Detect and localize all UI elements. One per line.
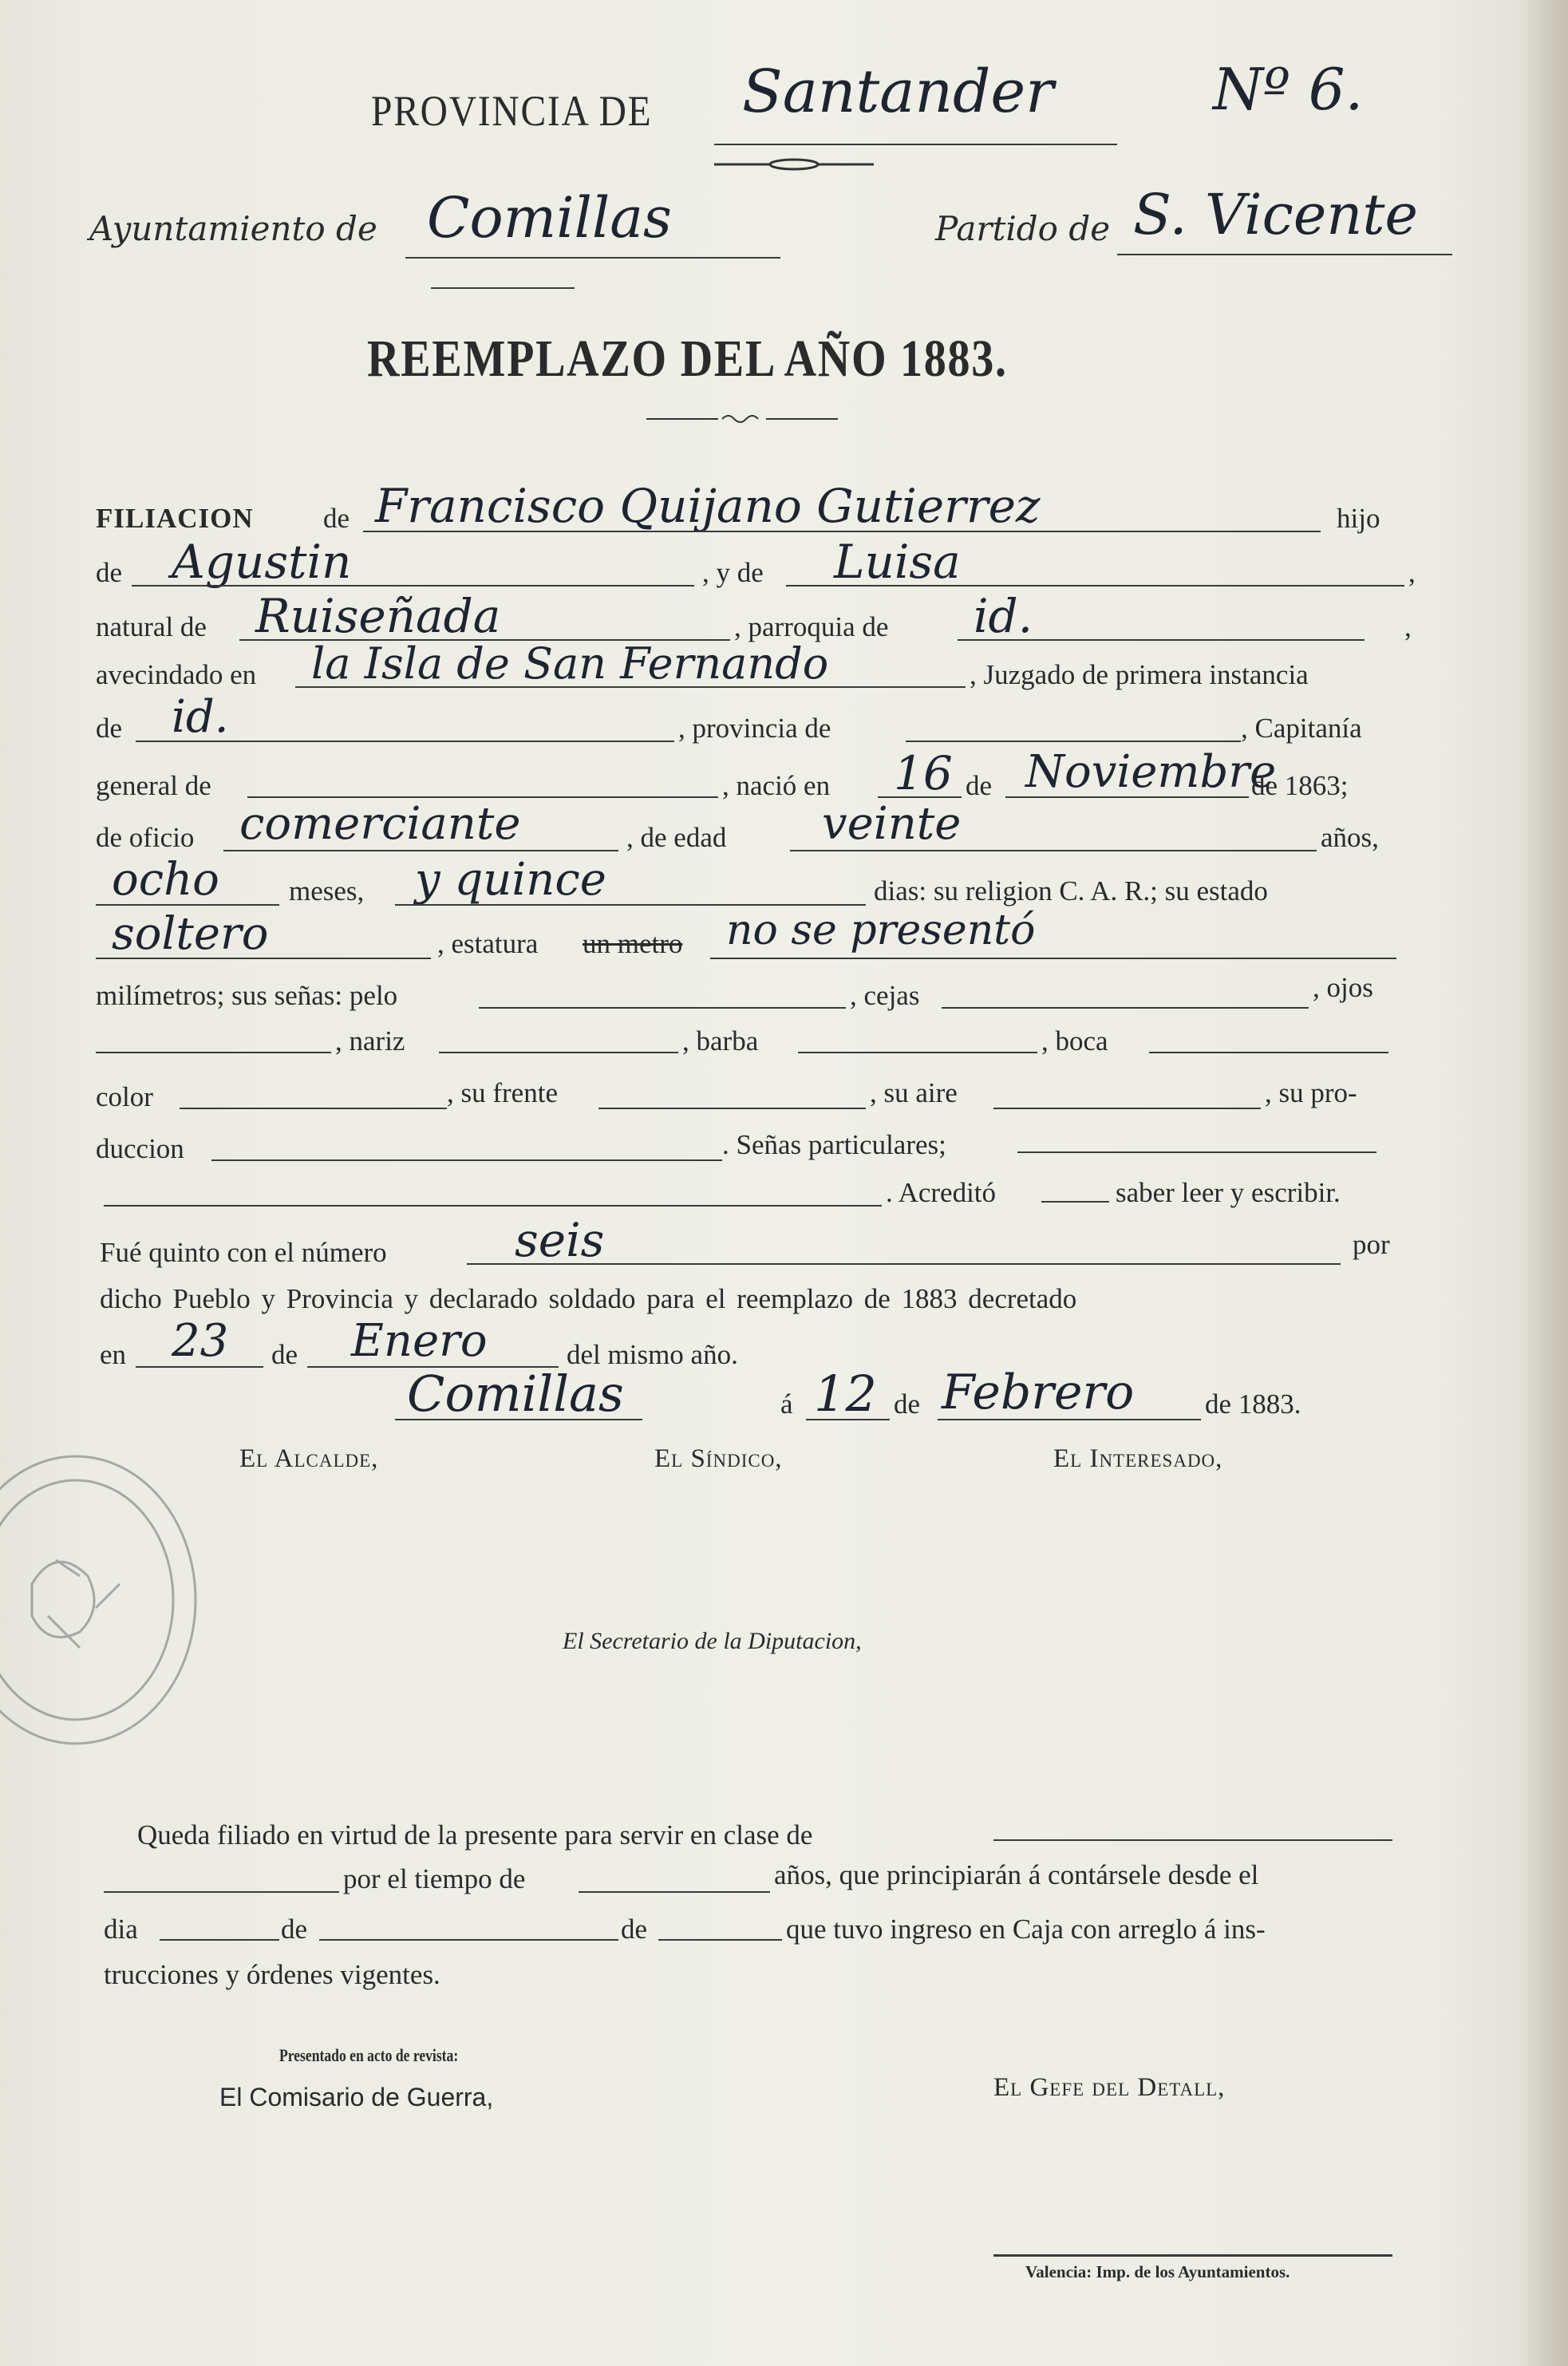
- barba-line: [798, 1052, 1037, 1053]
- edad-label: , de edad: [626, 822, 727, 853]
- oficio-value: comerciante: [239, 798, 521, 850]
- mes-decreto: Enero: [351, 1315, 488, 1367]
- acredito-line: [1041, 1201, 1109, 1203]
- anio-line: [658, 1939, 782, 1941]
- duccion-line: [211, 1159, 722, 1161]
- natural-de-label: natural de: [96, 611, 207, 642]
- del-mismo-label: del mismo año.: [567, 1339, 738, 1370]
- nombre-line: [363, 531, 1321, 532]
- anos-label: años,: [1321, 822, 1379, 853]
- comma-2: ,: [1404, 611, 1412, 642]
- dia-fecha-line: [806, 1419, 890, 1420]
- gefe-label: El Gefe del Detall,: [993, 2073, 1226, 2102]
- comma: ,: [1408, 557, 1416, 588]
- capitania-label: , Capitanía: [1241, 713, 1362, 744]
- provincia-value: Santander: [742, 57, 1054, 126]
- mes-nac-line: [1005, 796, 1249, 798]
- a-label: á: [780, 1388, 793, 1420]
- acredito-label: . Acreditó: [886, 1177, 997, 1208]
- filiacion-label: FILIACION: [96, 503, 254, 534]
- numero-value: seis: [515, 1213, 605, 1267]
- dia-nacimiento: 16: [894, 746, 953, 800]
- de-label-8: de: [621, 1914, 648, 1945]
- estado-line: [96, 958, 431, 959]
- sindico-label: El Síndico,: [654, 1444, 783, 1473]
- estatura-label: , estatura: [437, 928, 539, 959]
- natural-value: Ruiseñada: [255, 589, 501, 643]
- senas-label: . Señas particulares;: [722, 1129, 946, 1160]
- pelo-line: [479, 1007, 846, 1009]
- printer-imprint: Valencia: Imp. de los Ayuntamientos.: [1025, 2262, 1290, 2281]
- presentado-label: Presentado en acto de revista:: [279, 2045, 459, 2065]
- mes-fecha-line: [938, 1419, 1201, 1420]
- madre-value: Luisa: [834, 535, 961, 589]
- lugar-value: Comillas: [407, 1365, 624, 1423]
- dia-label: dia: [104, 1914, 138, 1945]
- mes-nacimiento: Noviembre: [1025, 746, 1277, 798]
- interesado-label: El Interesado,: [1053, 1444, 1223, 1473]
- clase-line-2: [104, 1891, 339, 1893]
- meses-value: ocho: [112, 854, 219, 906]
- nombre-value: Francisco Quijano Gutierrez: [375, 479, 1041, 533]
- partido-underline: [1117, 254, 1452, 255]
- general-de-label: general de: [96, 770, 211, 801]
- ojos-line: [96, 1052, 331, 1053]
- parroquia-label: , parroquia de: [734, 611, 889, 642]
- duccion-label: duccion: [96, 1133, 184, 1164]
- estatura-line: [710, 958, 1396, 959]
- queda-line-3: que tuvo ingreso en Caja con arreglo á ins-: [786, 1914, 1266, 1945]
- oficio-label: de oficio: [96, 822, 195, 853]
- de-label-2: de: [96, 557, 123, 588]
- avecindado-value: la Isla de San Fernando: [311, 638, 829, 689]
- de-label-6: de: [894, 1388, 921, 1420]
- document-title: REEMPLAZO DEL AÑO 1883.: [367, 330, 1008, 388]
- nariz-line: [439, 1052, 678, 1053]
- partido-label: Partido de: [935, 209, 1111, 248]
- provincia-de-label: , provincia de: [678, 713, 831, 744]
- parroquia-line: [958, 639, 1365, 641]
- queda-line-2: años, que principiarán á contársele desde el: [774, 1859, 1259, 1890]
- partido-value: S. Vicente: [1133, 182, 1418, 247]
- saber-label: saber leer y escribir.: [1116, 1177, 1341, 1208]
- meses-label: meses,: [289, 875, 365, 907]
- padre-line: [132, 585, 694, 587]
- religion-label: dias: su religion C. A. R.; su estado: [874, 875, 1268, 907]
- senas-line-2: [104, 1205, 882, 1207]
- short-rule: [431, 287, 575, 289]
- color-label: color: [96, 1081, 153, 1112]
- frente-label: , su frente: [447, 1077, 558, 1108]
- milimetros-label: milímetros; sus señas: pelo: [96, 980, 398, 1011]
- quinto-label: Fué quinto con el número: [100, 1237, 387, 1268]
- queda-line-1: Queda filiado en virtud de la presente para servir en clase de: [137, 1819, 813, 1851]
- cejas-line: [942, 1007, 1309, 1009]
- mes-fecha: Febrero: [942, 1365, 1135, 1420]
- avecindado-line: [295, 686, 966, 688]
- dicho-pueblo-text: dicho Pueblo y Provincia y declarado soldado para el reemplazo de 1883 decretado: [100, 1283, 1077, 1314]
- anio-nacimiento: de 1863;: [1251, 770, 1349, 801]
- color-line: [180, 1108, 447, 1109]
- aire-line: [993, 1108, 1261, 1109]
- dia-dec-line: [136, 1366, 263, 1368]
- de-label-4: de: [966, 770, 993, 801]
- madre-line: [786, 585, 1404, 587]
- y-de-label: , y de: [702, 557, 764, 588]
- official-seal-stamp: [0, 1448, 199, 1768]
- estado-value: soltero: [112, 908, 269, 960]
- ayuntamiento-underline: [405, 257, 780, 259]
- secretario-label: El Secretario de la Diputacion,: [563, 1628, 862, 1654]
- edad-line: [790, 850, 1317, 851]
- ayuntamiento-label: Ayuntamiento de: [89, 209, 377, 248]
- meses-line: [96, 904, 279, 906]
- tiempo-label: por el tiempo de: [343, 1863, 526, 1894]
- oficio-line: [223, 850, 618, 851]
- de-label: de: [323, 503, 350, 534]
- padre-value: Agustin: [172, 535, 352, 589]
- senas-line: [1017, 1151, 1376, 1153]
- document-number: Nº 6.: [1213, 56, 1364, 123]
- ayuntamiento-value: Comillas: [427, 185, 672, 251]
- un-metro-struck: un metro: [583, 928, 683, 959]
- hijo-label: hijo: [1337, 503, 1380, 534]
- boca-line: [1149, 1052, 1388, 1053]
- mes-line: [319, 1939, 618, 1941]
- produccion-label: , su pro-: [1265, 1077, 1357, 1108]
- provincia-line: [906, 741, 1241, 742]
- page-gutter: [1516, 0, 1568, 2366]
- de-label-5: de: [271, 1339, 298, 1370]
- numero-line: [467, 1263, 1341, 1265]
- avecindado-label: avecindado en: [96, 659, 257, 690]
- provincia-label: PROVINCIA DE: [371, 87, 653, 135]
- dia-fecha: 12: [814, 1365, 877, 1423]
- estatura-value: no se presentó: [726, 907, 1036, 954]
- juzgado-value: id.: [172, 691, 229, 743]
- alcalde-label: El Alcalde,: [239, 1444, 379, 1473]
- title-ornament: [646, 411, 838, 427]
- ojos-label: , ojos: [1313, 972, 1373, 1003]
- aire-label: , su aire: [870, 1077, 958, 1108]
- lugar-line: [395, 1419, 642, 1420]
- provincia-underline: [714, 144, 1117, 145]
- anio-fecha: de 1883.: [1205, 1388, 1301, 1420]
- por-label: por: [1353, 1229, 1390, 1260]
- ornament-divider: [714, 156, 874, 172]
- boca-label: , boca: [1041, 1025, 1108, 1057]
- nacio-label: , nació en: [722, 770, 831, 801]
- dia-decreto: 23: [172, 1315, 229, 1367]
- footer-rule: [993, 2254, 1392, 2257]
- cejas-label: , cejas: [850, 980, 920, 1011]
- juzgado-line: [136, 741, 674, 742]
- dia-line: [160, 1939, 279, 1941]
- dias-value: y quince: [415, 854, 606, 906]
- dias-line: [395, 904, 866, 906]
- nariz-label: , nariz: [335, 1025, 405, 1057]
- barba-label: , barba: [682, 1025, 759, 1057]
- de-label-7: de: [281, 1914, 308, 1945]
- tiempo-line: [579, 1891, 770, 1893]
- comisario-label: El Comisario de Guerra,: [219, 2083, 494, 2111]
- frente-line: [598, 1108, 866, 1109]
- en-label: en: [100, 1339, 127, 1370]
- edad-value: veinte: [822, 798, 962, 850]
- queda-line-4: trucciones y órdenes vigentes.: [104, 1959, 440, 1990]
- clase-line: [993, 1839, 1392, 1841]
- de-label-3: de: [96, 713, 123, 744]
- parroquia-value: id.: [974, 589, 1033, 643]
- juzgado-label: , Juzgado de primera instancia: [970, 659, 1309, 690]
